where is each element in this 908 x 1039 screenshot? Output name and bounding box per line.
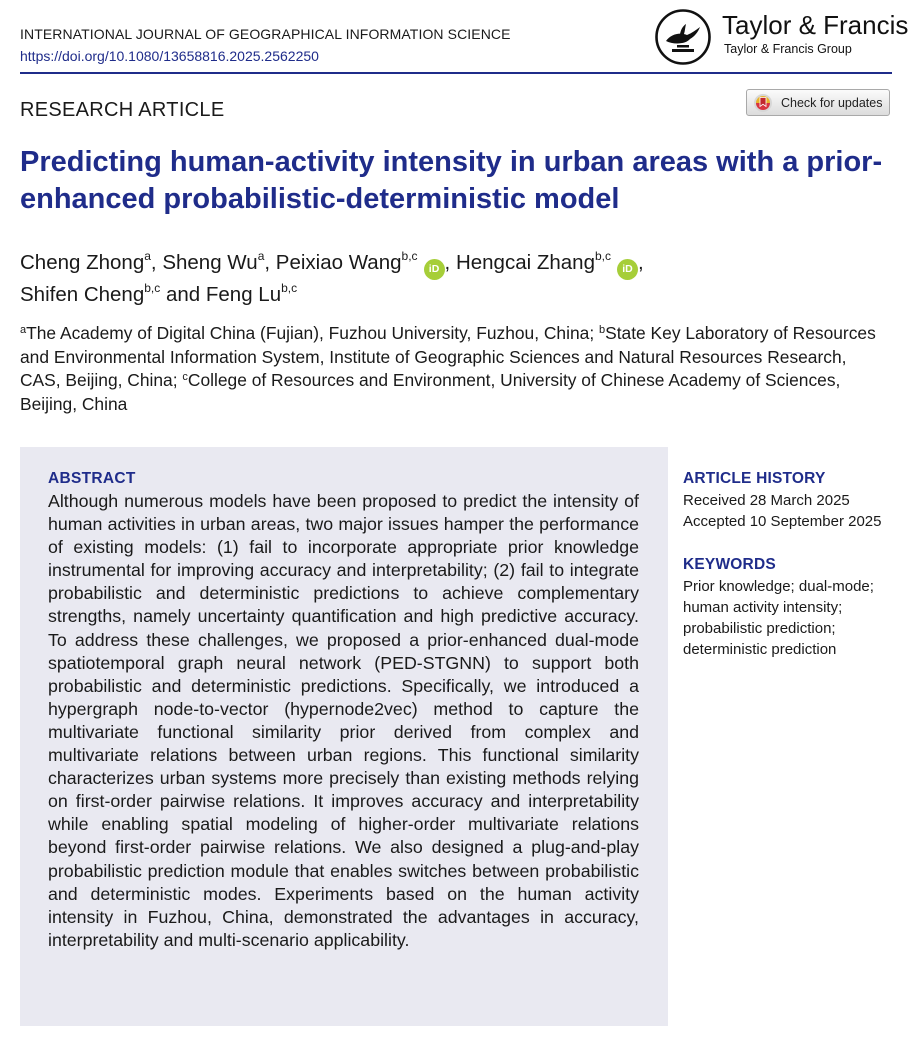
- orcid-icon[interactable]: iD: [617, 259, 638, 280]
- affiliation-mark: b,c: [281, 281, 298, 295]
- abstract-text: Although numerous models have been proposed to predict the intensity of human activities in urban areas, two major issues hamper the performance of existing models: (1) fail to incorporate appropriate prior knowledge instrumental for improving accuracy and interpretability; (2) fail to integrate probabilistic and deterministic predictions to achieve complementary strengths, namely uncertainty quantification and high predictive accuracy. To address these challenges, we proposed a prior-enhanced dual-mode spatiotemporal graph neural network (PED-STGNN) to support both probabilistic and deterministic predictions. Specifically, we introduced a hypergraph node-to-vector (hypernode2vec) method to capture the multivariate functional similarity prior derived from complex and multivariate relations between urban regions. This functional similarity characterizes urban systems more precisely than existing methods relying on first-order pairwise relations. It improves accuracy and interpretability while enabling spatial modeling of higher-order multivariate relations beyond first-order pairwise relations. We also designed a plug-and-play probabilistic prediction module that enables switches between probabilistic and deterministic modes. Experiments based on the human activity intensity in Fuzhou, China, demonstrated the advantages in accuracy, interpretability and multi-scenario applicability.: [48, 491, 639, 950]
- author-connector: and: [165, 283, 201, 306]
- author-name[interactable]: Peixiao Wang: [275, 251, 402, 274]
- lamp-logo-icon: [654, 8, 712, 66]
- crossmark-icon: [753, 93, 773, 113]
- affiliations: [20, 322, 890, 416]
- publisher-name: Taylor & Francis: [722, 10, 908, 40]
- affiliation-text: State Key Laboratory of Resources and Environmental Information System, Institute of Geographic Sciences and Natural Resources Research, CAS, Beijing, China;: [20, 323, 876, 390]
- keywords-text: Prior knowledge; dual-mode; human activity intensity; probabilistic prediction; deterministic prediction: [683, 578, 874, 658]
- article-type: RESEARCH ARTICLE: [20, 99, 225, 121]
- author-name[interactable]: Cheng Zhong: [20, 251, 145, 274]
- abstract-heading: ABSTRACT: [48, 470, 136, 487]
- orcid-icon[interactable]: iD: [424, 259, 445, 280]
- affiliation-text: The Academy of Digital China (Fujian), Fuzhou University, Fuzhou, China;: [26, 323, 599, 343]
- affiliation-mark: a: [20, 324, 27, 336]
- author-name[interactable]: Feng Lu: [205, 283, 282, 306]
- doi-link[interactable]: https://doi.org/10.1080/13658816.2025.2562250: [20, 48, 319, 64]
- affiliation-mark: b,c: [144, 281, 161, 295]
- author-name[interactable]: Sheng Wu: [162, 251, 258, 274]
- affiliation-mark: b,c: [401, 249, 418, 263]
- author-list: Cheng Zhong$^a$, Sheng Wu$^a$, Peixiao Wang$^{b,c}$iD , Hengcai Zhang$^{b,c}$iD , Shifen Cheng$^{b,c}$ and Feng Lu$^{b,c}$: [20, 249, 644, 306]
- affiliation-text: College of Resources and Environment, University of Chinese Academy of Sciences, Beijing, China: [20, 370, 841, 414]
- keywords-heading: KEYWORDS: [683, 556, 776, 573]
- article-history-heading: ARTICLE HISTORY: [683, 470, 826, 487]
- check-for-updates-label: Check for updates: [781, 95, 883, 110]
- author-name[interactable]: Hengcai Zhang: [455, 251, 595, 274]
- article-history-accepted: Accepted 10 September 2025: [683, 513, 882, 530]
- article-history-received: Received 28 March 2025: [683, 492, 850, 509]
- author-name[interactable]: Shifen Cheng: [20, 283, 145, 306]
- affiliation-mark: b,c: [594, 249, 611, 263]
- publisher-group: Taylor & Francis Group: [724, 42, 852, 56]
- affiliation-mark: c: [182, 371, 188, 383]
- affiliation-mark: a: [257, 249, 265, 263]
- affiliation-mark: a: [144, 249, 151, 263]
- journal-name: INTERNATIONAL JOURNAL OF GEOGRAPHICAL INFORMATION SCIENCE: [20, 26, 511, 42]
- header-rule: [20, 72, 892, 74]
- affiliation-mark: b: [598, 324, 606, 336]
- check-for-updates-button[interactable]: [746, 89, 890, 116]
- article-title: Predicting human-activity intensity in urban areas with a prior-enhanced probabilistic-deterministic model: [20, 146, 883, 215]
